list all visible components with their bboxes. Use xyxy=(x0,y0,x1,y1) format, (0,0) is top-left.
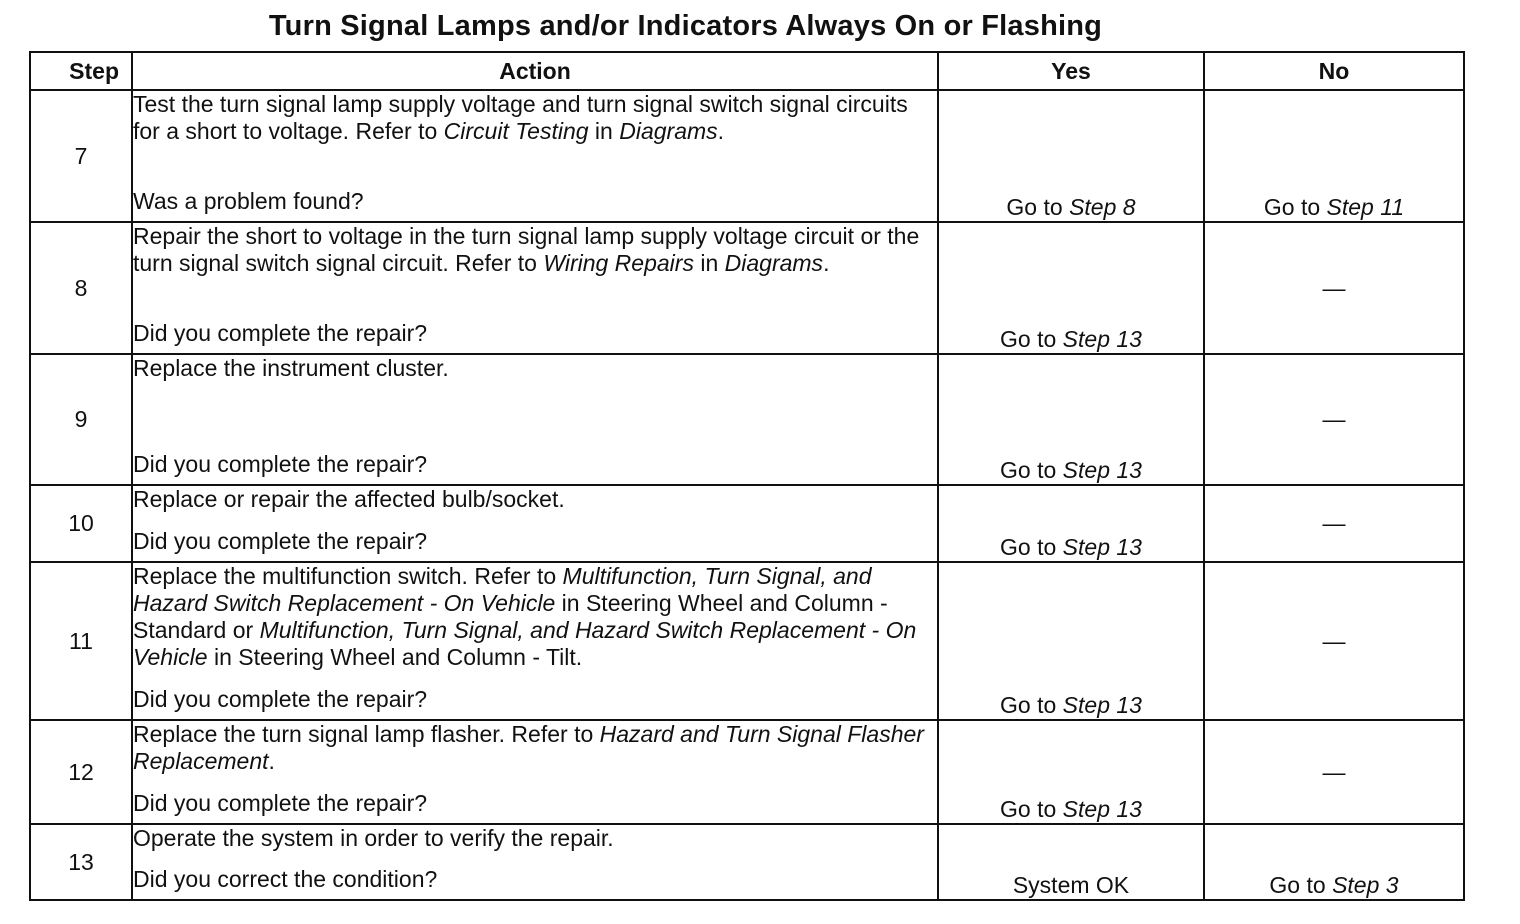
yes-result xyxy=(938,720,1204,824)
text-run: in Steering Wheel and Column - Tilt. xyxy=(207,644,583,670)
text-run: in xyxy=(588,118,620,144)
no-result xyxy=(1204,562,1464,720)
action-question: Did you complete the repair? xyxy=(133,451,428,477)
text-run: Replace the multifunction switch. Refer to xyxy=(133,563,563,589)
reference-text: Step 13 xyxy=(1062,534,1142,560)
text-run: — xyxy=(1322,406,1346,432)
action-instruction xyxy=(133,223,937,277)
text-run: Test the turn signal lamp supply voltage and turn signal switch signal circuits for a short to voltage. Refer to xyxy=(133,91,908,144)
action-cell xyxy=(132,90,938,222)
step-number: 9 xyxy=(30,354,132,485)
text-run: — xyxy=(1322,510,1346,536)
action-instruction xyxy=(133,486,937,513)
text-run: Operate the system in order to verify the repair. xyxy=(133,825,614,851)
text-run: — xyxy=(1322,758,1346,785)
text-run: Replace the turn signal lamp flasher. Refer to xyxy=(133,721,600,747)
reference-text: Step 13 xyxy=(1062,457,1142,483)
table-row xyxy=(30,354,1464,485)
table-row xyxy=(30,222,1464,354)
text-run: — xyxy=(1322,274,1346,301)
header-yes: Yes xyxy=(938,52,1204,90)
no-result xyxy=(1204,222,1464,354)
step-number: 7 xyxy=(30,90,132,222)
text-run: Replace the instrument cluster. xyxy=(133,355,449,381)
reference-text: Step 8 xyxy=(1069,194,1136,220)
text-run: Go to xyxy=(1000,326,1063,352)
step-number: 11 xyxy=(30,562,132,720)
no-result xyxy=(1204,824,1464,900)
text-run: Go to xyxy=(1000,457,1063,483)
table-row xyxy=(30,90,1464,222)
reference-text: Step 13 xyxy=(1062,796,1142,822)
header-no: No xyxy=(1204,52,1464,90)
action-cell xyxy=(132,562,938,720)
text-run: Go to xyxy=(1006,194,1070,220)
action-question: Was a problem found? xyxy=(133,188,364,214)
table-row xyxy=(30,824,1464,900)
action-cell xyxy=(132,222,938,354)
step-rows xyxy=(30,90,1464,900)
text-run: . xyxy=(268,748,275,774)
reference-text: Wiring Repairs xyxy=(543,250,694,276)
table-row xyxy=(30,485,1464,562)
text-run: . xyxy=(717,118,725,144)
header-row xyxy=(30,52,1464,90)
reference-text: Circuit Testing xyxy=(443,118,589,144)
action-question: Did you complete the repair? xyxy=(133,320,428,346)
text-run: in Steering Wheel and Column - Standard or xyxy=(133,590,888,643)
step-number: 12 xyxy=(30,720,132,824)
yes-result xyxy=(938,354,1204,485)
reference-text: Multifunction, Turn Signal, and Hazard Switch Replacement - On Vehicle xyxy=(133,563,872,616)
action-cell xyxy=(132,824,938,900)
text-run: — xyxy=(1322,627,1346,654)
action-instruction xyxy=(133,355,937,382)
reference-text: Step 13 xyxy=(1062,326,1142,352)
action-cell xyxy=(132,720,938,824)
reference-text: Multifunction, Turn Signal, and Hazard Switch Replacement - On Vehicle xyxy=(133,617,917,670)
reference-text: Step 11 xyxy=(1326,194,1405,220)
yes-result xyxy=(938,485,1204,562)
text-run: Replace or repair the affected bulb/socket. xyxy=(133,486,565,512)
table-row xyxy=(30,720,1464,824)
text-run: . xyxy=(823,250,830,276)
action-question: Did you complete the repair? xyxy=(133,790,428,816)
header-action: Action xyxy=(132,52,938,90)
no-result xyxy=(1204,485,1464,562)
yes-result xyxy=(938,90,1204,222)
reference-text: Diagrams xyxy=(619,118,718,144)
table-row xyxy=(30,562,1464,720)
step-number: 8 xyxy=(30,222,132,354)
action-instruction xyxy=(133,91,937,145)
step-number: 10 xyxy=(30,485,132,562)
text-run: System OK xyxy=(1012,872,1130,898)
reference-text: Hazard and Turn Signal Flasher Replacement xyxy=(133,721,924,774)
text-run: Go to xyxy=(1263,194,1327,220)
action-cell xyxy=(132,485,938,562)
step-number: 13 xyxy=(30,824,132,900)
no-result xyxy=(1204,720,1464,824)
reference-text: Diagrams xyxy=(724,250,824,276)
text-run: Go to xyxy=(1000,796,1063,822)
text-run: Go to xyxy=(1000,692,1063,718)
text-run: Repair the short to voltage in the turn signal lamp supply voltage circuit or the turn signal switch signal circuit. Refer to xyxy=(133,223,920,276)
action-instruction xyxy=(133,563,937,671)
action-instruction xyxy=(133,721,937,775)
action-instruction xyxy=(133,825,937,852)
text-run: Go to xyxy=(1000,534,1063,560)
no-result xyxy=(1204,90,1464,222)
reference-text: Step 3 xyxy=(1332,872,1399,898)
action-question: Did you complete the repair? xyxy=(133,686,428,712)
diagnostic-steps-table xyxy=(29,51,1465,901)
header-step: Step xyxy=(30,52,132,90)
text-run: in xyxy=(693,250,725,276)
reference-text: Step 13 xyxy=(1062,692,1142,718)
page-title: Turn Signal Lamps and/or Indicators Always On or Flashing xyxy=(268,10,1103,42)
text-run: Go to xyxy=(1269,872,1333,898)
action-question: Did you complete the repair? xyxy=(133,528,428,554)
yes-result xyxy=(938,222,1204,354)
no-result xyxy=(1204,354,1464,485)
yes-result xyxy=(938,562,1204,720)
yes-result xyxy=(938,824,1204,900)
action-question: Did you correct the condition? xyxy=(133,866,438,892)
action-cell xyxy=(132,354,938,485)
